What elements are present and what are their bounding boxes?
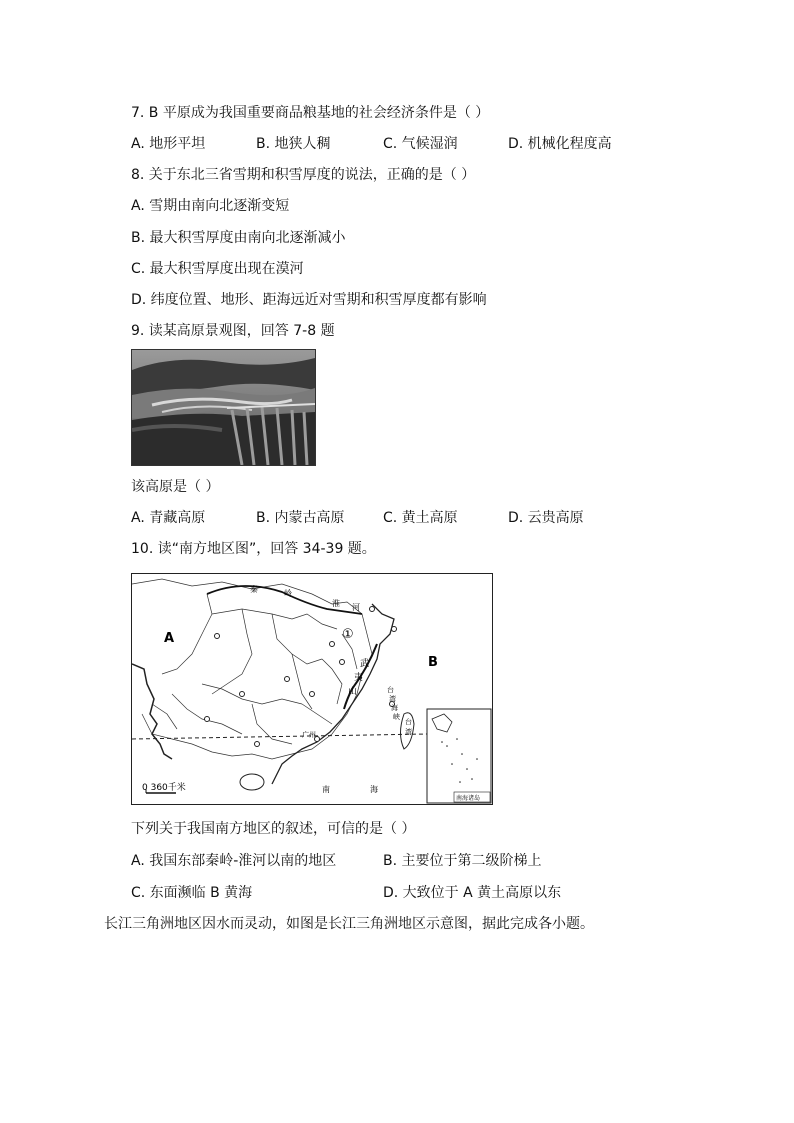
plateau-landscape-photo (131, 349, 316, 466)
south-sea-inset (427, 709, 491, 803)
map-label-huai: 淮 (332, 599, 340, 608)
q8-option-c: C. 最大积雪厚度出现在漠河 (131, 261, 304, 277)
q10-option-b: B. 主要位于第二级阶梯上 (383, 853, 542, 869)
map-label-taiwan-1: 台 (405, 718, 412, 726)
q8-option-a: A. 雪期由南向北逐渐变短 (131, 198, 290, 214)
q7-option-c: C. 气候湿润 (383, 136, 458, 152)
q8-stem: 8. 关于东北三省雪期和积雪厚度的说法，正确的是（ ） (131, 167, 476, 183)
map-label-yi: 夷 (354, 673, 364, 683)
q10-option-c: C. 东面濒临 B 黄海 (131, 885, 253, 901)
map-label-taiwan-strait-3: 海 (391, 704, 398, 712)
map-scale-label: 0 360千米 (142, 783, 186, 793)
map-label-taiwan-strait-2: 湾 (389, 695, 396, 703)
q7-stem: 7. B 平原成为我国重要商品粮基地的社会经济条件是（ ） (131, 105, 490, 121)
q9-option-b: B. 内蒙古高原 (256, 510, 345, 526)
map-label-taiwan-strait-1: 台 (387, 686, 394, 694)
q9-option-c: C. 黄土高原 (383, 510, 458, 526)
map-label-1: ① (342, 627, 354, 642)
map-label-a: A (164, 631, 175, 646)
map-label-taiwan-strait-4: 峡 (393, 713, 400, 721)
q7-option-d: D. 机械化程度高 (508, 136, 612, 152)
map-label-he: 河 (352, 603, 360, 612)
q10-stem: 10. 读“南方地区图”，回答 34-39 题。 (131, 541, 376, 557)
q7-option-b: B. 地狭人稠 (256, 136, 331, 152)
map-label-ling: 岭 (284, 589, 292, 598)
map-label-guangzhou: 广州 (302, 731, 316, 739)
q8-option-b: B. 最大积雪厚度由南向北逐渐减小 (131, 230, 346, 246)
q9-option-d: D. 云贵高原 (508, 510, 584, 526)
map-label-south: 南 (322, 785, 330, 794)
map-label-wu: 武 (360, 659, 370, 669)
map-label-b: B (428, 655, 438, 670)
map-label-qin: 秦 (250, 585, 258, 594)
q7-option-a: A. 地形平坦 (131, 136, 206, 152)
q10-question: 下列关于我国南方地区的叙述，可信的是（ ） (131, 821, 416, 837)
section-intro-yangtze-delta: 长江三角洲地区因水而灵动，如图是长江三角洲地区示意图，据此完成各小题。 (104, 916, 594, 932)
q10-option-a: A. 我国东部秦岭-淮河以南的地区 (131, 853, 337, 869)
map-label-taiwan-2: 湾 (405, 728, 412, 736)
map-label-shan: 山 (348, 687, 358, 697)
inset-label: 南海诸岛 (456, 795, 481, 802)
q8-option-d: D. 纬度位置、地形、距海远近对雪期和积雪厚度都有影响 (131, 292, 487, 308)
map-label-sea: 海 (370, 785, 378, 794)
q9-question: 该高原是（ ） (131, 479, 220, 495)
q9-stem: 9. 读某高原景观图，回答 7-8 题 (131, 323, 335, 339)
south-china-map (131, 573, 493, 805)
q10-option-d: D. 大致位于 A 黄土高原以东 (383, 885, 562, 901)
q9-option-a: A. 青藏高原 (131, 510, 206, 526)
